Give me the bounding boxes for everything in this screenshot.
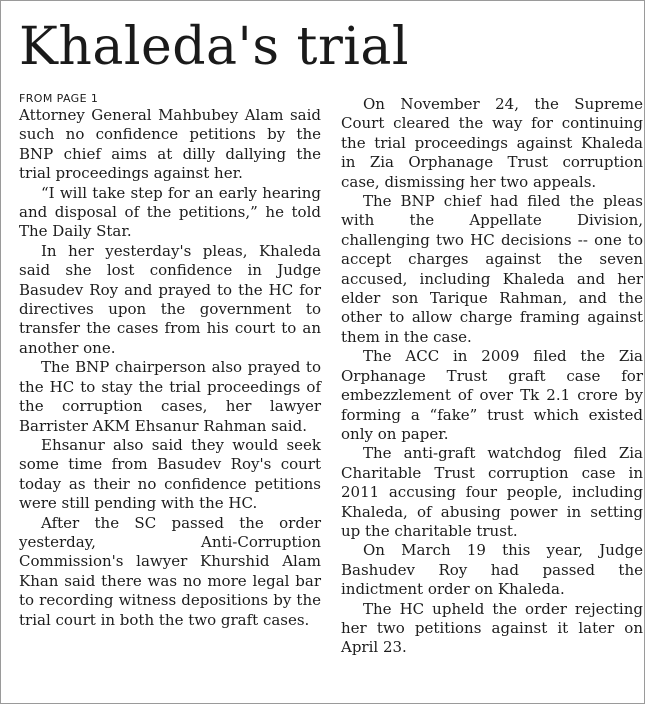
paragraph: Ehsanur also said they would seek some time from Basudev Roy's court today as their no confidence petitions were still pending with the HC. xyxy=(19,435,321,513)
continued-from-label: FROM PAGE 1 xyxy=(19,92,99,105)
paragraph: The anti-graft watchdog filed Zia Charitable Trust corruption case in 2011 accusing four people, including Khaleda, of abusing power in setting up the charitable trust. xyxy=(341,444,643,540)
paragraph: The HC upheld the order rejecting her two petitions against it later on April 23. xyxy=(341,599,643,657)
paragraph: The BNP chief had filed the pleas with the Appellate Division, challenging two HC decisions -- one to accept charges against the seven accused, including Khaleda and her elder son Tarique Rahman, and the other to allow charge framing against them in the case. xyxy=(341,192,643,346)
paragraph: After the SC passed the order yesterday, Anti-Corruption Commission's lawyer Khurshid Alam Khan said there was no more legal bar to recording witness depositions by the trial court in both the two graft cases. xyxy=(19,513,321,629)
paragraph: The BNP chairperson also prayed to the HC to stay the trial proceedings of the corruption cases, her lawyer Barrister AKM Ehsanur Rahman said. xyxy=(19,358,321,435)
paragraph: Attorney General Mahbubey Alam said such no confidence petitions by the BNP chief aims at dilly dallying the trial proceedings against her. xyxy=(19,106,321,183)
right-column xyxy=(341,95,643,658)
headline: Khaleda's trial xyxy=(19,17,410,77)
paragraph: “I will take step for an early hearing and disposal of the petitions,” he told The Daily Star. xyxy=(19,183,321,241)
paragraph: On March 19 this year, Judge Bashudev Roy had passed the indictment order on Khaleda. xyxy=(341,541,643,599)
paragraph: The ACC in 2009 filed the Zia Orphanage Trust graft case for embezzlement of over Tk 2.1 crore by forming a “fake” trust which existed only on paper. xyxy=(341,347,643,443)
left-column xyxy=(19,93,321,630)
paragraph: In her yesterday's pleas, Khaleda said she lost confidence in Judge Basudev Roy and prayed to the HC for directives upon the government to transfer the cases from his court to an another one. xyxy=(19,241,321,357)
paragraph: On November 24, the Supreme Court cleared the way for continuing the trial proceedings against Khaleda in Zia Orphanage Trust corruption case, dismissing her two appeals. xyxy=(341,95,643,191)
